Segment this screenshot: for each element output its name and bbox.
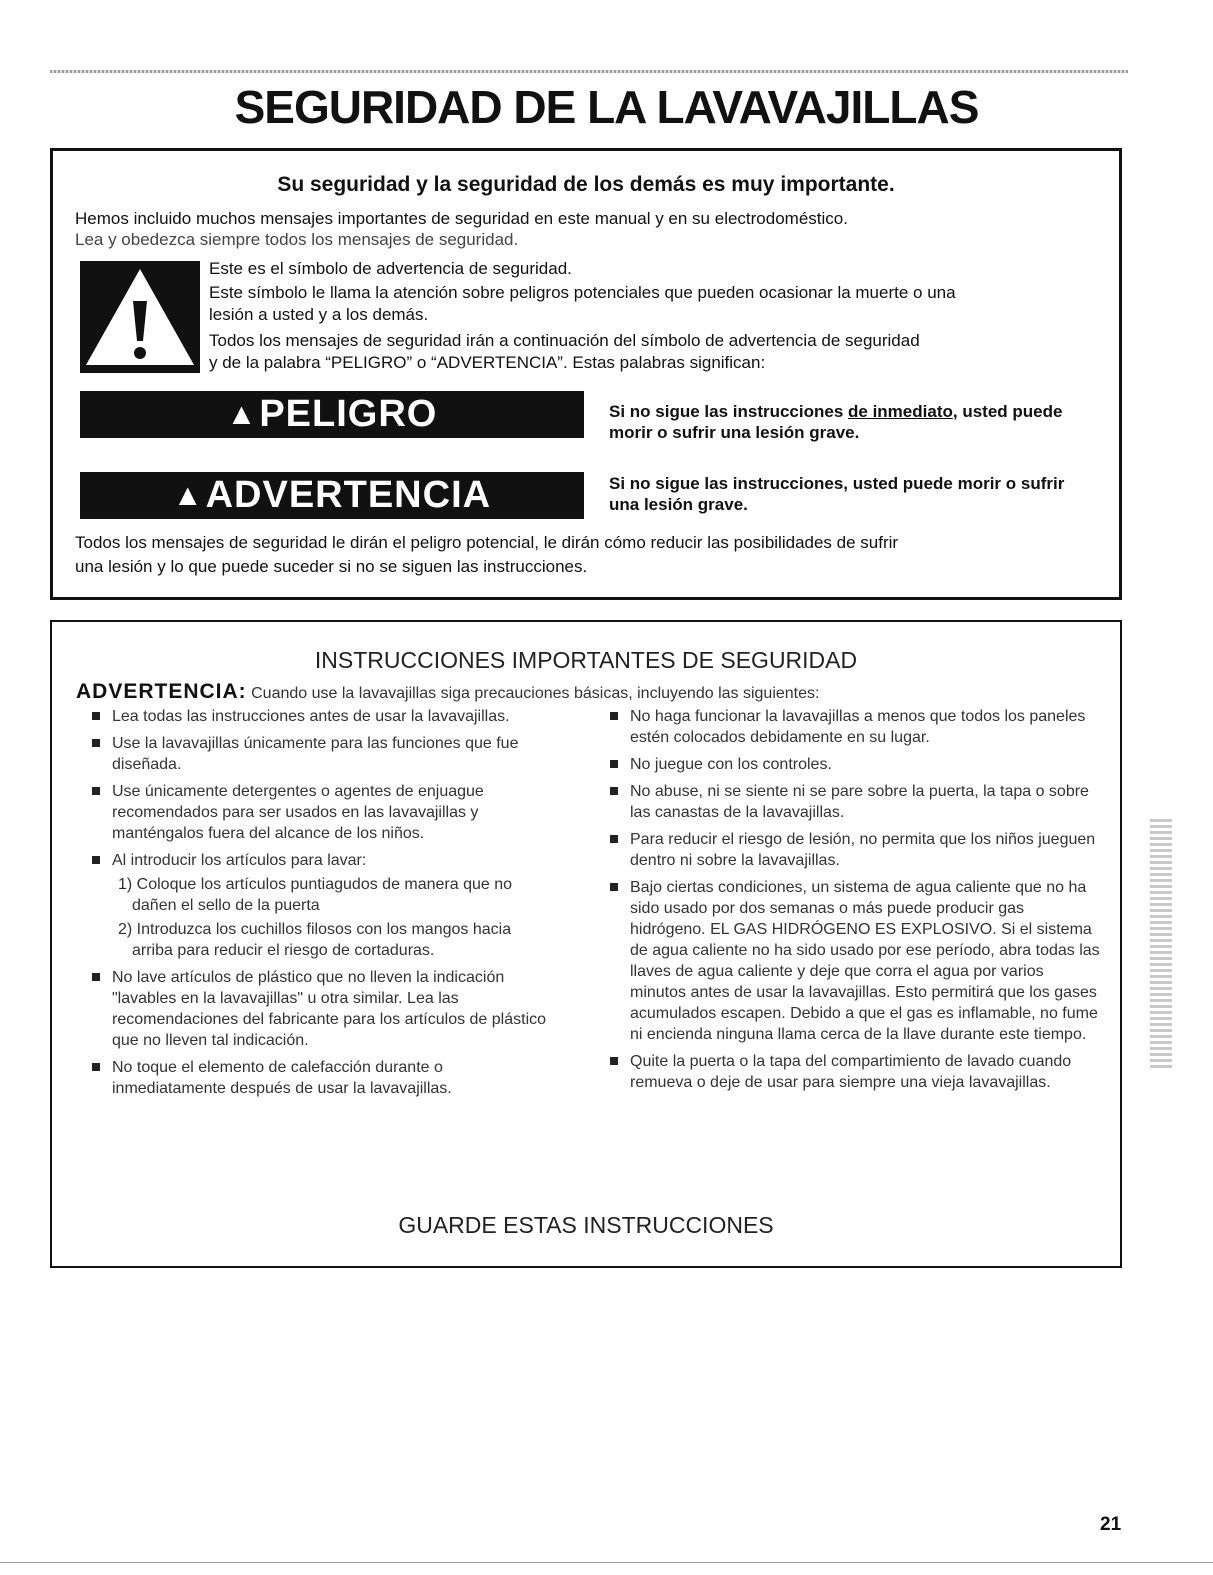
list-item [604,781,1104,823]
footer-line-2: una lesión y lo que puede suceder si no se siguen las instrucciones. [75,557,588,576]
list-item [604,829,1104,871]
bullet-icon [610,712,618,720]
list-item [86,1057,556,1099]
list-item-text: No toque el elemento de calefacción durante o inmediatamente después de usar la lavavajillas. [112,1059,452,1097]
intro-line-2: Lea y obedezca siempre todos los mensajes de seguridad. [75,230,519,249]
bullet-icon [610,1057,618,1065]
symbol-text-2: Este símbolo le llama la atención sobre peligros potenciales que pueden ocasionar la muerte o una [209,283,956,302]
bullet-icon [92,1063,100,1071]
list-item [604,754,1104,775]
right-instructions-list [604,706,1104,1099]
page-number: 21 [1100,1514,1122,1535]
warning-text: Cuando use la lavavajillas siga precauciones básicas, incluyendo las siguientes: [251,685,820,702]
danger-word: PELIGRO [259,393,438,435]
warning-triangle-icon: ▲ [172,479,204,512]
language-side-tab [1150,818,1172,1068]
top-rule [50,70,1128,73]
bullet-icon [92,856,100,864]
list-item [604,877,1104,1045]
list-item-text: No lave artículos de plástico que no lleven la indicación "lavables en la lavavajillas" u otra similar. Lea las recomendaciones del fabricante para los artículos de plástico que no lleven tal indicación. [112,969,547,1049]
left-instructions-list [86,706,556,1105]
list-item-text: Use únicamente detergentes o agentes de enjuague recomendados para ser usados en las lavavajillas y manténgalos fuera del alcance de los niños. [112,783,484,842]
symbol-text-4: Todos los mensajes de seguridad irán a continuación del símbolo de advertencia de seguridad [209,331,920,350]
bullet-icon [610,760,618,768]
warning-description: Si no sigue las instrucciones, usted puede morir o sufrir una lesión grave. [609,474,1065,514]
important-instructions-box [50,620,1122,1268]
bullet-icon [92,787,100,795]
bullet-icon [92,712,100,720]
sub-step: 2) Introduzca los cuchillos filosos con los mangos hacia arriba para reducir el riesgo de cortaduras. [118,921,512,959]
warning-line [76,680,819,704]
list-item [604,1051,1104,1093]
warning-label: ADVERTENCIA: [76,680,247,703]
list-item-text: Para reducir el riesgo de lesión, no permita que los niños jueguen dentro ni sobre la lavavajillas. [630,831,1096,869]
list-item [86,706,556,727]
page-title: SEGURIDAD DE LA LAVAVAJILLAS [234,81,979,133]
bottom-rule [0,1562,1213,1563]
symbol-text-5: y de la palabra “PELIGRO” o “ADVERTENCIA”. Estas palabras significan: [209,353,766,372]
warning-word: ADVERTENCIA [205,474,492,516]
safety-subtitle: Su seguridad y la seguridad de los demás es muy importante. [277,173,895,196]
list-item-text: Bajo ciertas condiciones, un sistema de agua caliente que no ha sido usado por dos semanas o más puede producir gas hidrógeno. EL GAS HIDRÓGENO ES EXPLOSIVO. Si el sistema de agua caliente no ha sido usado por ese período, abra todas las llaves de agua caliente y deje que corra el agua por varios minutos antes de usar la lavavajillas. Esto permitirá que los gases acumulados escapen. Debido a que el gas es inflamable, no fume ni encienda ninguna llama cerca de la llave durante este tiempo. [630,879,1100,1043]
danger-description [609,401,1089,443]
danger-desc-part: Si no sigue las instrucciones [609,402,849,421]
safety-intro-box [50,148,1122,600]
intro-line-1: Hemos incluido muchos mensajes importantes de seguridad en este manual y en su electrodoméstico. [75,209,848,228]
list-item-text: Lea todas las instrucciones antes de usar la lavavajillas. [112,708,510,725]
symbol-text-3: lesión a usted y a los demás. [209,305,429,324]
list-item-text: Use la lavavajillas únicamente para las funciones que fue diseñada. [112,735,519,773]
warning-banner [80,472,584,519]
danger-banner [80,391,584,438]
bullet-icon [610,787,618,795]
save-instructions-heading: GUARDE ESTAS INSTRUCCIONES [398,1212,774,1238]
list-item-text: Quite la puerta o la tapa del compartimiento de lavado cuando remueva o deje de usar para siempre una vieja lavavajillas. [630,1053,1072,1091]
footer-line-1: Todos los mensajes de seguridad le dirán el peligro potencial, le dirán cómo reducir las posibilidades de sufrir [75,533,899,552]
list-item-text: No juegue con los controles. [630,756,832,773]
list-item [86,733,556,775]
symbol-text-1: Este es el símbolo de advertencia de seguridad. [209,259,572,278]
bullet-icon [610,835,618,843]
bullet-icon [92,973,100,981]
list-item [86,850,556,961]
list-item-text: No haga funcionar la lavavajillas a menos que todos los paneles estén colocados debidamente en su lugar. [630,708,1086,746]
list-item [86,967,556,1051]
danger-desc-part: , usted puede morir o sufrir una lesión grave. [609,402,1063,442]
list-item-text: No abuse, ni se siente ni se pare sobre la puerta, la tapa o sobre las canastas de la lavavajillas. [630,783,1089,821]
sub-step: 1) Coloque los artículos puntiagudos de manera que no dañen el sello de la puerta [118,876,513,914]
list-item [86,781,556,844]
list-item [604,706,1104,748]
instructions-heading: INSTRUCCIONES IMPORTANTES DE SEGURIDAD [314,647,858,673]
warning-triangle-icon: ▲ [226,398,258,431]
bullet-icon [92,739,100,747]
danger-desc-underlined: de inmediato [848,402,953,421]
list-item-text: Al introducir los artículos para lavar: [112,852,367,869]
bullet-icon [610,883,618,891]
safety-alert-icon [80,261,200,373]
